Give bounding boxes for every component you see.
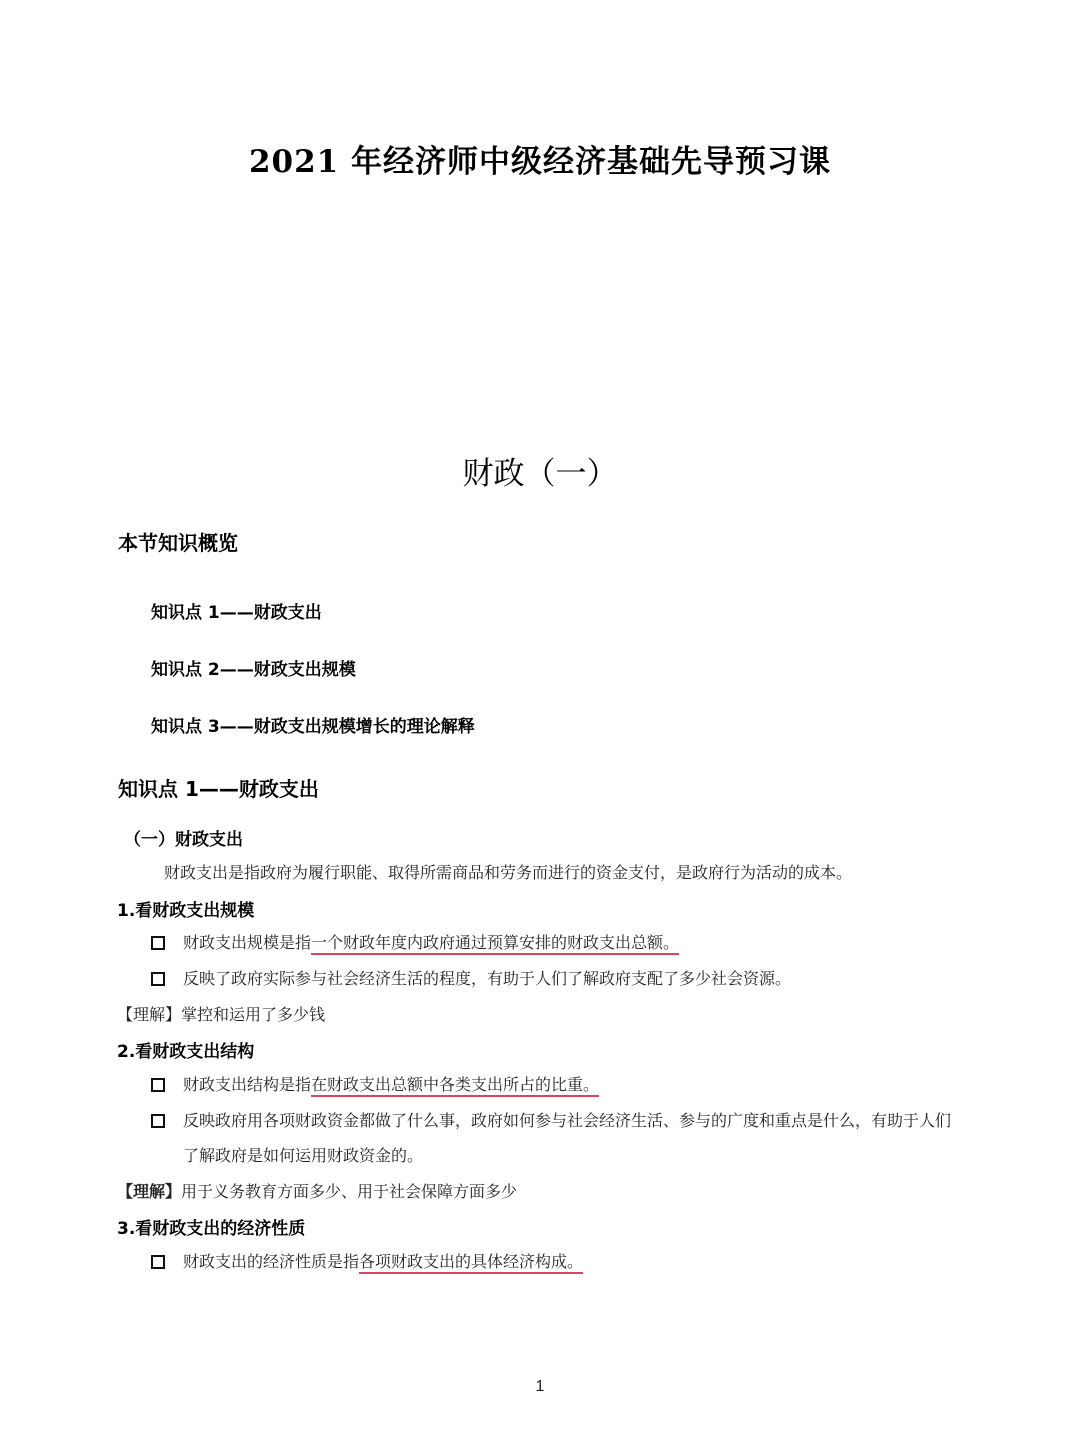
bullet-item [151, 1103, 971, 1175]
document-title: 2021 年经济师中级经济基础先导预习课 [248, 144, 832, 180]
understand-text: 掌控和运用了多少钱 [181, 1005, 326, 1024]
definition-paragraph: 财政支出是指政府为履行职能、取得所需商品和劳务而进行的资金支付，是政府行为活动的成本。 [164, 863, 853, 882]
overview-heading: 本节知识概览 [118, 531, 238, 555]
bullet-text: 反映政府用各项财政资金都做了什么事，政府如何参与社会经济生活、参与的广度和重点是什么，有助于人们了解政府是如何运用财政资金的。 [183, 1111, 952, 1165]
bullet-item [151, 1067, 971, 1102]
checkbox-square-icon [151, 1255, 165, 1269]
understand-text: 用于义务教育方面多少、用于社会保障方面多少 [181, 1182, 518, 1201]
numbered-heading: 3.看财政支出的经济性质 [117, 1219, 306, 1239]
checkbox-square-icon [151, 1114, 165, 1128]
numbered-heading: 1.看财政支出规模 [117, 901, 255, 921]
numbered-heading: 2.看财政支出结构 [117, 1042, 255, 1062]
underlined-text: 各项财政支出的具体经济构成。 [359, 1252, 584, 1271]
checkbox-square-icon [151, 1078, 165, 1092]
overview-item: 知识点 2——财政支出规模 [151, 660, 356, 680]
understand-label: 【理解】 [117, 1005, 182, 1024]
bullet-item [151, 925, 971, 960]
knowledge-point-heading: 知识点 1——财政支出 [118, 777, 319, 801]
page-number: 1 [535, 1378, 545, 1395]
underlined-text: 在财政支出总额中各类支出所占的比重。 [311, 1075, 600, 1094]
understand-note [117, 1002, 325, 1025]
checkbox-square-icon [151, 972, 165, 986]
bullet-item [151, 961, 971, 996]
sub-heading: （一）财政支出 [124, 830, 243, 850]
checkbox-square-icon [151, 936, 165, 950]
bullet-text: 反映了政府实际参与社会经济生活的程度，有助于人们了解政府支配了多少社会资源。 [183, 969, 792, 988]
overview-item: 知识点 3——财政支出规模增长的理论解释 [151, 717, 475, 737]
bullet-text: 财政支出结构是指在财政支出总额中各类支出所占的比重。 [183, 1075, 600, 1094]
section-title: 财政（一） [462, 456, 618, 492]
understand-label: 【理解】 [117, 1182, 182, 1201]
underlined-text: 一个财政年度内政府通过预算安排的财政支出总额。 [311, 933, 680, 952]
bullet-text: 财政支出规模是指一个财政年度内政府通过预算安排的财政支出总额。 [183, 933, 680, 952]
understand-note [117, 1179, 517, 1202]
bullet-text: 财政支出的经济性质是指各项财政支出的具体经济构成。 [183, 1252, 584, 1271]
overview-item: 知识点 1——财政支出 [151, 603, 322, 623]
bullet-item [151, 1244, 971, 1279]
